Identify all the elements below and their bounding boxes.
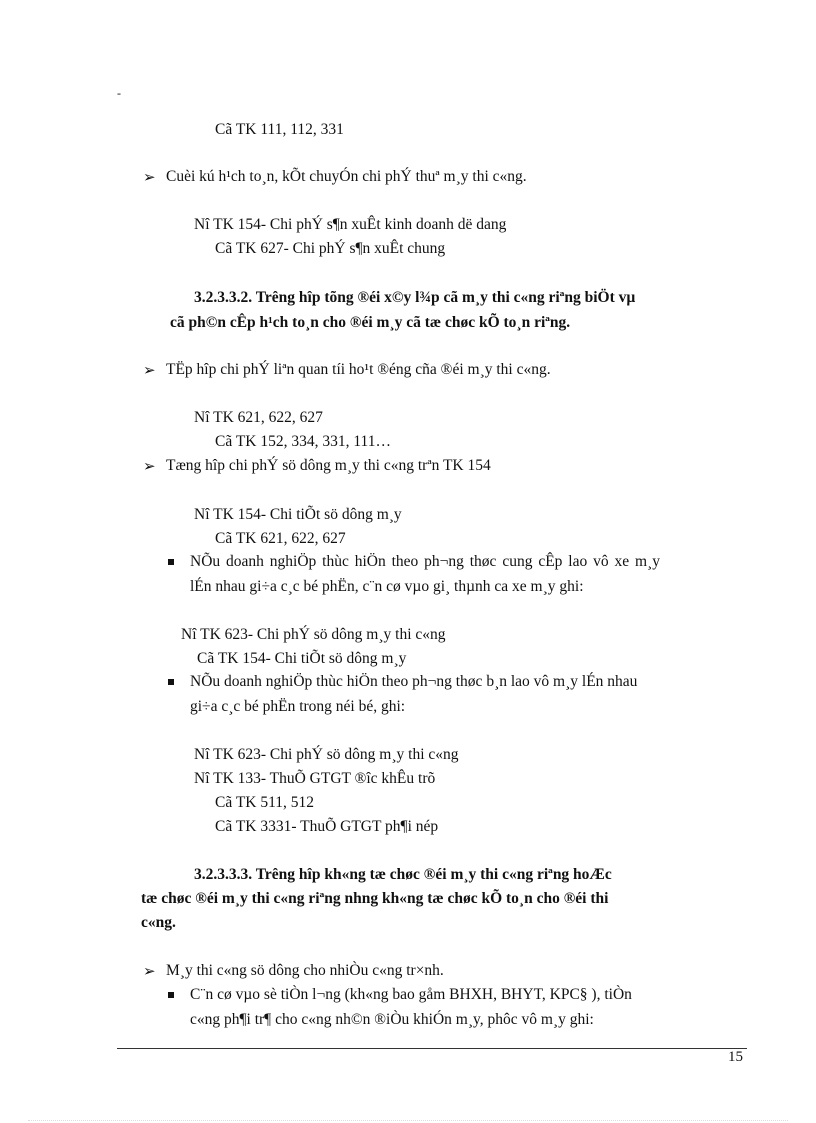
bullet-text: M¸y thi c«ng sö dông cho nhiÒu c«ng tr×nh. [166, 962, 444, 979]
entry-line: Cã TK 3331- ThuÕ GTGT ph¶i nép [215, 818, 439, 835]
arrow-bullet-icon: ➢ [143, 363, 156, 379]
entry-line: Nî TK 133- ThuÕ GTGT ®îc khÊu trõ [194, 770, 436, 787]
arrow-bullet-icon: ➢ [143, 170, 156, 186]
entry-line: Cã TK 152, 334, 331, 111… [215, 433, 391, 450]
entry-line: Cã TK 111, 112, 331 [215, 121, 344, 138]
entry-line: Nî TK 154- Chi phÝ s¶n xuÊt kinh doanh dë dang [194, 216, 507, 233]
entry-line: Cã TK 621, 622, 627 [215, 530, 346, 547]
square-bullet-icon [168, 559, 174, 565]
square-bullet-icon [168, 679, 174, 685]
bullet-text: Tæng hîp chi phÝ sö dông m¸y thi c«ng trªn TK 154 [166, 457, 491, 474]
section-heading: tæ chøc ®éi m¸y thi c«ng riªng nhng kh«ng tæ chøc kÕ to¸n cho ®éi thi [141, 890, 609, 907]
section-heading: cã ph©n cÊp h¹ch to¸n cho ®éi m¸y cã tæ chøc kÕ to¸n riªng. [170, 314, 571, 331]
section-heading: 3.2.3.3.3. Trêng hîp kh«ng tæ chøc ®éi m¸y thi c«ng riªng hoÆc [194, 866, 612, 883]
entry-line: Cã TK 154- Chi tiÕt sö dông m¸y [197, 650, 407, 667]
entry-line: Nî TK 154- Chi tiÕt sö dông m¸y [194, 506, 402, 523]
arrow-bullet-icon: ➢ [143, 964, 156, 980]
bullet-text: TËp hîp chi phÝ liªn quan tíi ho¹t ®éng cña ®éi m¸y thi c«ng. [166, 361, 551, 378]
bullet-text: NÕu doanh nghiÖp thùc hiÖn theo ph¬ng thøc cung cÊp lao vô xe m¸y [190, 553, 660, 570]
bullet-text: gi÷a c¸c bé phËn trong néi bé, ghi: [190, 698, 406, 715]
entry-line: Nî TK 621, 622, 627 [194, 409, 323, 426]
bullet-text: Cuèi kú h¹ch to¸n, kÕt chuyÓn chi phÝ thuª m¸y thi c«ng. [166, 168, 527, 185]
section-heading: 3.2.3.3.2. Trêng hîp tõng ®éi x©y l¾p cã m¸y thi c«ng riªng biÖt vµ [194, 289, 636, 306]
bullet-text: lÉn nhau gi÷a c¸c bé phËn, c¨n cø vµo gi¸ thµnh ca xe m¸y ghi: [190, 578, 584, 595]
footer-rule [117, 1048, 747, 1049]
page-marker: - [117, 86, 121, 100]
entry-line: Nî TK 623- Chi phÝ sö dông m¸y thi c«ng [181, 626, 446, 643]
entry-line: Nî TK 623- Chi phÝ sö dông m¸y thi c«ng [194, 746, 459, 763]
entry-line: Cã TK 627- Chi phÝ s¶n xuÊt chung [215, 240, 446, 257]
bullet-text: C¨n cø vµo sè tiÒn l¬ng (kh«ng bao gåm BHXH, BHYT, KPC§ ), tiÒn [190, 986, 632, 1003]
square-bullet-icon [168, 992, 174, 998]
bullet-text: NÕu doanh nghiÖp thùc hiÖn theo ph¬ng thøc b¸n lao vô m¸y lÉn nhau [190, 673, 638, 690]
entry-line: Cã TK 511, 512 [215, 794, 315, 811]
section-heading: c«ng. [141, 914, 176, 931]
page-bottom-border [28, 1120, 788, 1121]
page-number: 15 [728, 1049, 743, 1065]
arrow-bullet-icon: ➢ [143, 459, 156, 475]
bullet-text: c«ng ph¶i tr¶ cho c«ng nh©n ®iÒu khiÓn m¸y, phôc vô m¸y ghi: [190, 1011, 594, 1028]
